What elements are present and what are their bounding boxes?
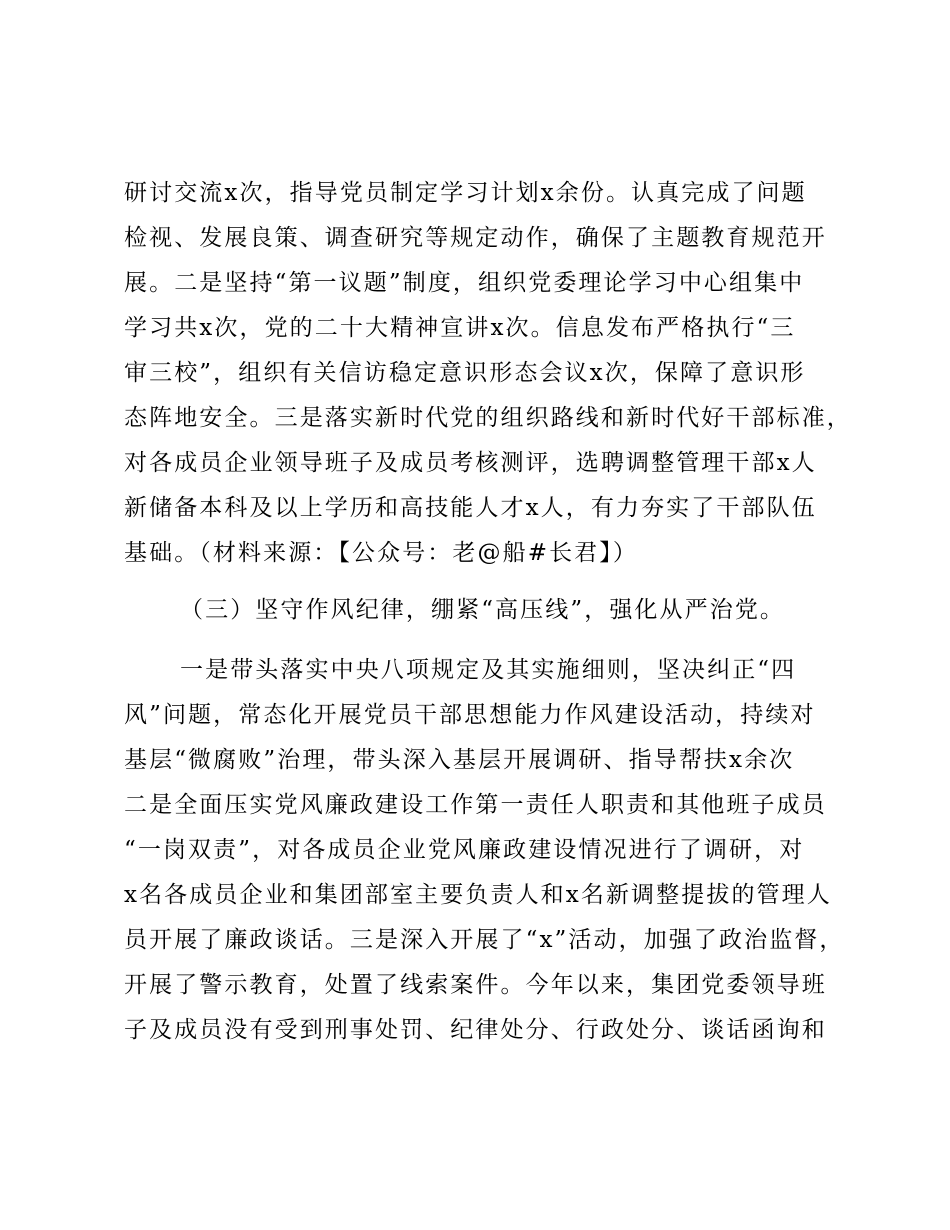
body-line: 学习共x次，党的二十大精神宣讲x次。信息发布严格执行“三 <box>124 315 796 341</box>
body-line: 展。二是坚持“第一议题”制度，组织党委理论学习中心组集中 <box>124 270 805 296</box>
body-line: 检视、发展良策、调查研究等规定动作，确保了主题教育规范开 <box>124 225 827 251</box>
body-line: 子及成员没有受到刑事处罚、纪律处分、行政处分、谈话函询和 <box>124 1017 827 1043</box>
body-line: “一岗双责”，对各成员企业党风廉政建设情况进行了调研，对 <box>124 837 805 863</box>
body-line: 研讨交流x次，指导党员制定学习计划x余份。认真完成了问题 <box>124 180 807 206</box>
body-line: 新储备本科及以上学历和高技能人才x人，有力夯实了干部队伍 <box>124 495 817 521</box>
paragraph-first-line: 一是带头落实中央八项规定及其实施细则，坚决纠正“四 <box>180 657 797 683</box>
body-line: 对各成员企业领导班子及成员考核测评，选聘调整管理干部x人 <box>124 450 817 476</box>
body-line: 基层“微腐败”治理，带头深入基层开展调研、指导帮扶x余次 <box>124 747 795 773</box>
body-line: x名各成员企业和集团部室主要负责人和x名新调整提拔的管理人 <box>124 882 832 908</box>
body-line-source-note: 基础。（材料来源：【公众号：老@船#长君】） <box>124 540 638 566</box>
body-line: 审三校”，组织有关信访稳定意识形态会议x次，保障了意识形 <box>124 360 806 386</box>
body-line: 员开展了廉政谈话。三是深入开展了“x”活动，加强了政治监督， <box>124 927 845 953</box>
section-heading: （三）坚守作风纪律，绷紧“高压线”，强化从严治党。 <box>180 597 786 623</box>
body-line: 风”问题，常态化开展党员干部思想能力作风建设活动，持续对 <box>124 702 816 728</box>
body-line: 开展了警示教育，处置了线索案件。今年以来，集团党委领导班 <box>124 972 827 998</box>
body-line: 态阵地安全。三是落实新时代党的组织路线和新时代好干部标准， <box>124 405 852 431</box>
body-line: 二是全面压实党风廉政建设工作第一责任人职责和其他班子成员 <box>124 792 827 818</box>
